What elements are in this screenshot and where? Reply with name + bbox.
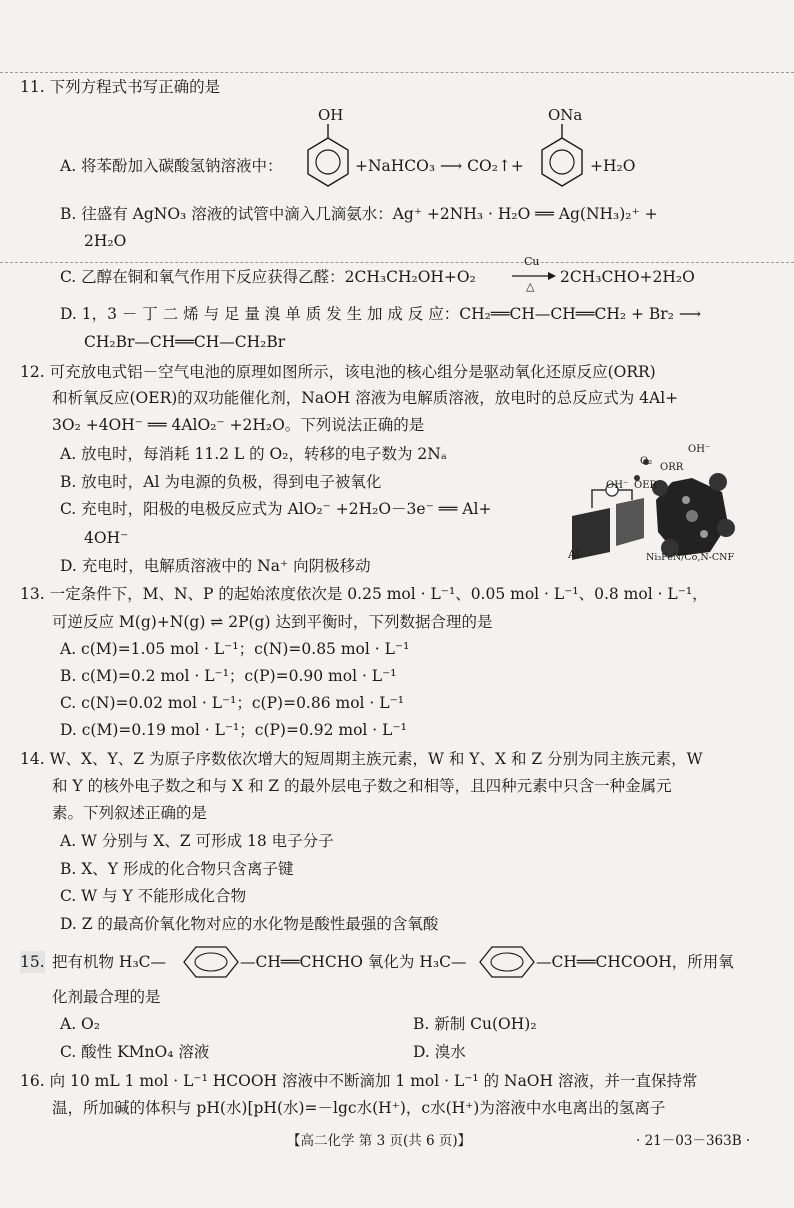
q11-option-d-line2: CH₂Br—CH══CH—CH₂Br (84, 333, 286, 351)
diagram-orr-label: ORR (660, 462, 684, 473)
q11-option-a-text: A. 将苯酚加入碳酸氢钠溶液中： (60, 157, 283, 175)
q12-option-c-line1: C. 充电时，阳极的电极反应式为 AlO₂⁻ +2H₂O－3e⁻ ══ Al+ (60, 500, 492, 518)
q11-option-a-tail: +H₂O (590, 157, 636, 175)
diagram-o2-label: O₂ (640, 456, 653, 467)
q11-option-d-line1: D. 1，3 － 丁 二 烯 与 足 量 溴 单 质 发 生 加 成 反 应：CH₂══CH—CH══CH₂ + Br₂ ⟶ (60, 305, 702, 323)
q14-option-c: C. W 与 Y 不能形成化合物 (60, 887, 247, 905)
q16-stem-line2: 温，所加碱的体积与 pH(水)[pH(水)=－lgc水(H⁺)，c水(H⁺)为溶液中水电离出的氢离子 (52, 1099, 666, 1117)
diagram-al-label: Al (568, 548, 580, 561)
q11-option-b-line1: B. 往盛有 AgNO₃ 溶液的试管中滴入几滴氨水：Ag⁺ +2NH₃ · H₂O ══ Ag(NH₃)₂⁺ + (60, 205, 658, 223)
q13-stem-line1: 13. 一定条件下，M、N、P 的起始浓度依次是 0.25 mol · L⁻¹、0.05 mol · L⁻¹、0.8 mol · L⁻¹， (20, 585, 708, 603)
q14-option-a: A. W 分别与 X、Z 可形成 18 电子分子 (60, 832, 334, 850)
q12-stem-line2: 和析氧反应(OER)的双功能催化剂，NaOH 溶液为电解质溶液，放电时的总反应式为 4Al+ (52, 389, 679, 407)
q12-option-a: A. 放电时，每消耗 11.2 L 的 O₂，转移的电子数为 2Nₐ (60, 445, 447, 463)
ona-label: ONa (548, 106, 583, 124)
q15-number: 15. (20, 953, 45, 971)
q12-option-d: D. 充电时，电解质溶液中的 Na⁺ 向阴极移动 (60, 557, 371, 575)
sodium-phenoxide-ring-icon (536, 124, 588, 196)
q15-option-c: C. 酸性 KMnO₄ 溶液 (60, 1043, 210, 1061)
cut-line-top (0, 72, 794, 73)
q15-stem-line2: 化剂最合理的是 (52, 988, 161, 1006)
diagram-oer-label: OER (634, 480, 658, 491)
q15-stem-part2: —CH══CHCHO 氧化为 H₃C— (240, 953, 467, 971)
q16-stem-line1: 16. 向 10 mL 1 mol · L⁻¹ HCOOH 溶液中不断滴加 1 mol · L⁻¹ 的 NaOH 溶液，并一直保持常 (20, 1072, 698, 1090)
diagram-catalyst-label: Ni₃FeN/Co,N-CNF (646, 552, 735, 563)
q11-option-c-heat: △ (526, 280, 535, 293)
q14-stem-line1: 14. W、X、Y、Z 为原子序数依次增大的短周期主族元素，W 和 Y、X 和 Z 分别为同主族元素，W (20, 750, 703, 768)
q13-option-c: C. c(N)=0.02 mol · L⁻¹；c(P)=0.86 mol · L⁻¹ (60, 694, 404, 712)
q12-option-b: B. 放电时，Al 为电源的负极，得到电子被氧化 (60, 473, 382, 491)
diagram-oh-label: OH⁻ (688, 444, 711, 455)
q11-option-c-catalyst: Cu (524, 255, 540, 268)
cut-line-middle (0, 262, 794, 263)
q11-option-c-right: 2CH₃CHO+2H₂O (560, 268, 695, 286)
diagram-oh2-label: OH⁻ (606, 480, 629, 491)
q12-stem-line3: 3O₂ +4OH⁻ ══ 4AlO₂⁻ +2H₂O。下列说法正确的是 (52, 416, 425, 434)
oh-label: OH (318, 106, 344, 124)
q11-option-a-reagent: +NaHCO₃ ⟶ CO₂↑+ (355, 157, 524, 175)
q15-option-d: D. 溴水 (413, 1043, 466, 1061)
q14-option-d: D. Z 的最高价氧化物对应的水化物是酸性最强的含氧酸 (60, 915, 439, 933)
q14-stem-line3: 素。下列叙述正确的是 (52, 804, 208, 822)
q15-option-b: B. 新制 Cu(OH)₂ (413, 1015, 537, 1033)
q12-option-c-line2: 4OH⁻ (84, 529, 129, 547)
page-footer: 【高二化学 第 3 页(共 6 页)】 (287, 1133, 472, 1149)
q14-stem-line2: 和 Y 的核外电子数之和与 X 和 Z 的最外层电子数之和相等，且四种元素中只含一种金属元 (52, 777, 672, 795)
benzene-ring-icon-1 (182, 944, 240, 980)
q15-option-a: A. O₂ (60, 1015, 100, 1033)
page-code: · 21－03－363B · (636, 1133, 751, 1149)
q12-stem-line1: 12. 可充放电式铝－空气电池的原理如图所示，该电池的核心组分是驱动氧化还原反应(ORR) (20, 363, 656, 381)
phenol-ring-icon (302, 124, 354, 196)
q15-stem-part3: —CH══CHCOOH，所用氧 (536, 953, 734, 971)
q13-option-a: A. c(M)=1.05 mol · L⁻¹；c(N)=0.85 mol · L⁻¹ (60, 640, 410, 658)
q15-stem-part1: 把有机物 H₃C— (52, 953, 167, 971)
q11-option-c-left: C. 乙醇在铜和氧气作用下反应获得乙醛：2CH₃CH₂OH+O₂ (60, 268, 476, 286)
q13-option-d: D. c(M)=0.19 mol · L⁻¹；c(P)=0.92 mol · L⁻¹ (60, 721, 407, 739)
q14-option-b: B. X、Y 形成的化合物只含离子键 (60, 860, 294, 878)
q11-stem: 11. 下列方程式书写正确的是 (20, 78, 221, 96)
benzene-ring-icon-2 (478, 944, 536, 980)
q13-option-b: B. c(M)=0.2 mol · L⁻¹；c(P)=0.90 mol · L⁻¹ (60, 667, 397, 685)
q11-option-b-line2: 2H₂O (84, 232, 127, 250)
q13-stem-line2: 可逆反应 M(g)+N(g) ⇌ 2P(g) 达到平衡时，下列数据合理的是 (52, 613, 493, 631)
